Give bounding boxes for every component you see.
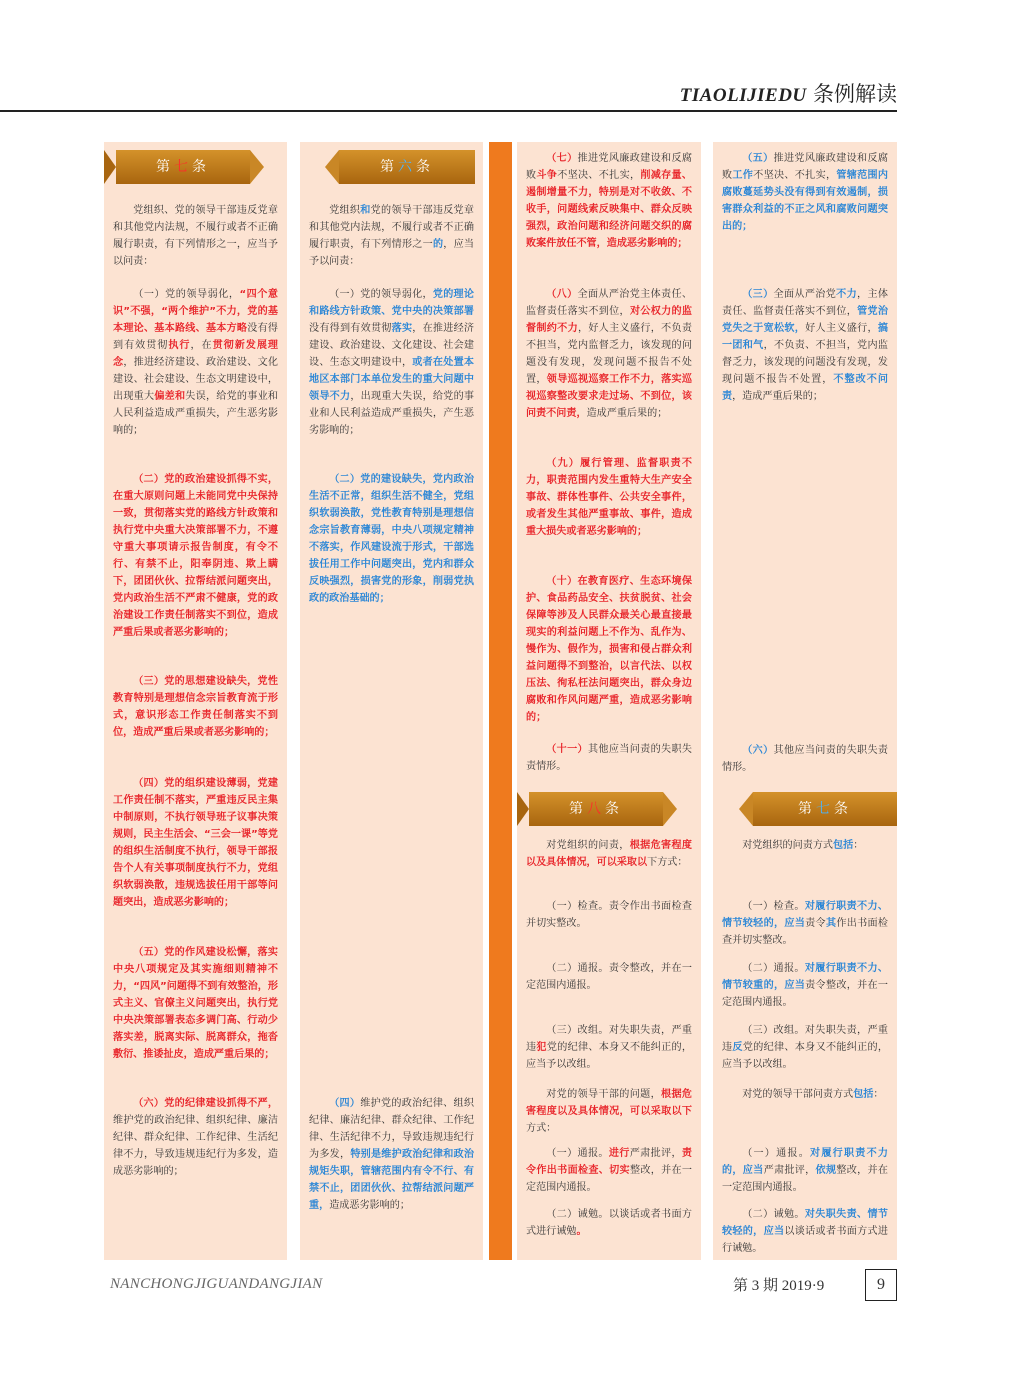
c3-org-ways: 对党组织的问责，根据危害程度以及具体情况，可以采取以下方式：: [526, 840, 693, 868]
c2-item-4: （四）维护党的政治纪律、组织纪律、廉洁纪律、群众纪律、工作纪律、生活纪律不力，导致违规违纪行为多发，特别是维护政治纪律和政治规矩失职，管辖范围内有令不行、有禁不止，团团伙伙、拉帮结派问题严重，造成恶劣影响的；: [309, 1098, 475, 1211]
c3-org-way-1: （一）检查。责令作出书面检查并切实整改。: [526, 901, 692, 929]
banner-article-7-old: 第七条: [739, 792, 897, 826]
c4-org-ways: 对党组织的问责方式包括：: [742, 840, 864, 851]
c2-item-1: （一）党的领导弱化，党的理论和路线方针政策、党中央的决策部署没有得到有效贯彻落实，在推进经济建设、政治建设、文化建设、社会建设、生态文明建设中，或者在处置本地区本部门本单位发生的重大问题中领导不力，出现重大失误，给党的事业和人民利益造成严重损失，产生恶劣影响的；: [309, 289, 475, 436]
c1-item-6: （六）党的纪律建设抓得不严，维护党的政治纪律、组织纪律、廉洁纪律、群众纪律、工作纪律、生活纪律不力，导致违规违纪行为多发，造成恶劣影响的；: [113, 1098, 278, 1177]
banner-article-8-new: 第八条: [517, 792, 677, 826]
c4-org-way-1: （一）检查。对履行职责不力、情节较轻的，应当责令其作出书面检查并切实整改。: [722, 901, 889, 946]
header-cn: 条例解读: [813, 82, 897, 106]
c4-leader-way-2: （二）诫勉。对失职失责、情节较轻的，应当以谈话或者书面方式进行诫勉。: [722, 1209, 889, 1254]
column-old-article-6-cont: [713, 142, 897, 1260]
c3-item-11: （十一）其他应当问责的失职失责情形。: [526, 744, 693, 772]
header-title: [680, 78, 897, 108]
c1-intro: 党组织、党的领导干部违反党章和其他党内法规，不履行或者不正确履行职责，有下列情形之一，应当予以问责：: [113, 205, 278, 267]
c1-item-3: （三）党的思想建设缺失，党性教育特别是理想信念宗旨教育流于形式，意识形态工作责任制落实不到位，造成严重后果或者恶劣影响的；: [113, 676, 278, 738]
footer-magazine: NANCHONGJIGUANDANGJIAN: [110, 1276, 323, 1292]
column-new-article-7-cont: [517, 142, 701, 1260]
c4-item-5: （五）推进党风廉政建设和反腐败工作不坚决、不扎实，管辖范围内腐败蔓延势头没有得到有效遏制，损害群众利益的不正之风和腐败问题突出的；: [722, 153, 889, 232]
c3-leader-ways: 对党的领导干部的问题，根据危害程度以及具体情况，可以采取以下方式：: [526, 1089, 693, 1134]
c3-leader-way-2: （二）诫勉。以谈话或者书面方式进行诫勉。: [526, 1209, 692, 1237]
c4-leader-way-1: （一）通报。对履行职责不力的，应当严肃批评，依规整改，并在一定范围内通报。: [722, 1148, 889, 1193]
column-new-article-7: [104, 142, 287, 1260]
page-number: 9: [865, 1269, 897, 1301]
c3-leader-way-1: （一）通报。进行严肃批评，责令作出书面检查、切实整改，并在一定范围内通报。: [526, 1148, 693, 1193]
header-rule: [0, 110, 897, 112]
c1-item-4: （四）党的组织建设薄弱，党建工作责任制不落实，严重违反民主集中制原则，不执行领导班子议事决策规则，民主生活会、“三会一课”等党的组织生活制度不执行，领导干部报告个人有关事项制度执行不力，党组织软弱涣散，违规选拔任用干部等问题突出，造成恶劣影响的；: [113, 778, 278, 908]
c4-org-way-2: （二）通报。对履行职责不力、情节较重的，应当责令整改，并在一定范围内通报。: [722, 963, 889, 1008]
c4-item-3: （三）全面从严治党不力，主体责任、监督责任落实不到位，管党治党失之于宽松软，好人主义盛行，搞一团和气，不负责、不担当，党内监督乏力，该发现的问题没有发现，发现问题不报告不处置，不整改不问责，造成严重后果的；: [722, 289, 889, 402]
banner-article-6-old: 第六条: [325, 150, 475, 184]
column-old-article-6: [300, 142, 483, 1260]
c1-item-5: （五）党的作风建设松懈，落实中央八项规定及其实施细则精神不力，“四风”问题得不到有效整治，形式主义、官僚主义问题突出，执行党中央决策部署表态多调门高、行动少落实差，脱离实际、脱离群众，拖沓敷衍、推诿扯皮，造成严重后果的；: [113, 947, 278, 1060]
c3-item-7: （七）推进党风廉政建设和反腐败斗争不坚决、不扎实，削减存量、遏制增量不力，特别是对不收敛、不收手，问题线索反映集中、群众反映强烈，政治问题和经济问题交织的腐败案件放任不管，造成恶劣影响的；: [526, 153, 693, 249]
c3-item-8: （八）全面从严治党主体责任、监督责任落实不到位，对公权力的监督制约不力，好人主义盛行，不负责不担当，党内监督乏力，该发现的问题没有发现，发现问题不报告不处置，领导巡视巡察工作不力，落实巡视巡察整改要求走过场、不到位，该问责不问责，造成严重后果的；: [526, 289, 693, 419]
center-divider-bar: [489, 142, 512, 1260]
c3-item-10: （十）在教育医疗、生态环境保护、食品药品安全、扶贫脱贫、社会保障等涉及人民群众最关心最直接最现实的利益问题上不作为、乱作为、慢作为、假作为，损害和侵占群众利益问题得不到整治，以言代法、以权压法、徇私枉法问题突出，群众身边腐败和作风问题严重，造成恶劣影响的；: [526, 576, 692, 723]
c2-item-2: （二）党的建设缺失，党内政治生活不正常，组织生活不健全，党组织软弱涣散，党性教育特别是理想信念宗旨教育薄弱，中央八项规定精神不落实，作风建设流于形式，干部选拔任用工作中问题突出，党内和群众反映强烈，损害党的形象，削弱党执政的政治基础的；: [309, 474, 474, 604]
c2-intro: 党组织和党的领导干部违反党章和其他党内法规，不履行或者不正确履行职责，有下列情形之一的，应当予以问责：: [309, 205, 475, 267]
c4-item-6: （六）其他应当问责的失职失责情形。: [722, 745, 889, 773]
c4-org-way-3: （三）改组。对失职失责，严重违反党的纪律、本身又不能纠正的，应当予以改组。: [722, 1025, 889, 1070]
c1-item-1: （一）党的领导弱化，“四个意识”不强，“两个维护”不力，党的基本理论、基本路线、基本方略没有得到有效贯彻执行，在贯彻新发展理念，推进经济建设、政治建设、文化建设、社会建设、生态文明建设中，出现重大偏差和失误，给党的事业和人民利益造成严重损失，产生恶劣影响的；: [113, 289, 279, 436]
c1-item-2: （二）党的政治建设抓得不实，在重大原则问题上未能同党中央保持一致，贯彻落实党的路线方针政策和执行党中央重大决策部署不力，不遵守重大事项请示报告制度，有令不行、有禁不止，阳奉阴违、欺上瞒下，团团伙伙、拉帮结派问题突出，党内政治生活不严肃不健康，党的政治建设工作责任制落实不到位，造成严重后果或者恶劣影响的；: [113, 474, 278, 638]
c3-item-9: （九）履行管理、监督职责不力，职责范围内发生重特大生产安全事故、群体性事件、公共安全事件，或者发生其他严重事故、事件，造成重大损失或者恶劣影响的；: [526, 458, 692, 537]
footer-issue: 第 3 期 2019·9: [733, 1278, 825, 1294]
banner-article-7-new: 第七条: [104, 150, 264, 184]
c3-org-way-3: （三）改组。对失职失责，严重违犯党的纪律、本身又不能纠正的，应当予以改组。: [526, 1025, 693, 1070]
c3-org-way-2: （二）通报。责令整改，并在一定范围内通报。: [526, 963, 692, 991]
header-latin: TIAOLIJIEDU: [679, 85, 807, 106]
c4-leader-ways: 对党的领导干部问责方式包括：: [742, 1089, 884, 1100]
